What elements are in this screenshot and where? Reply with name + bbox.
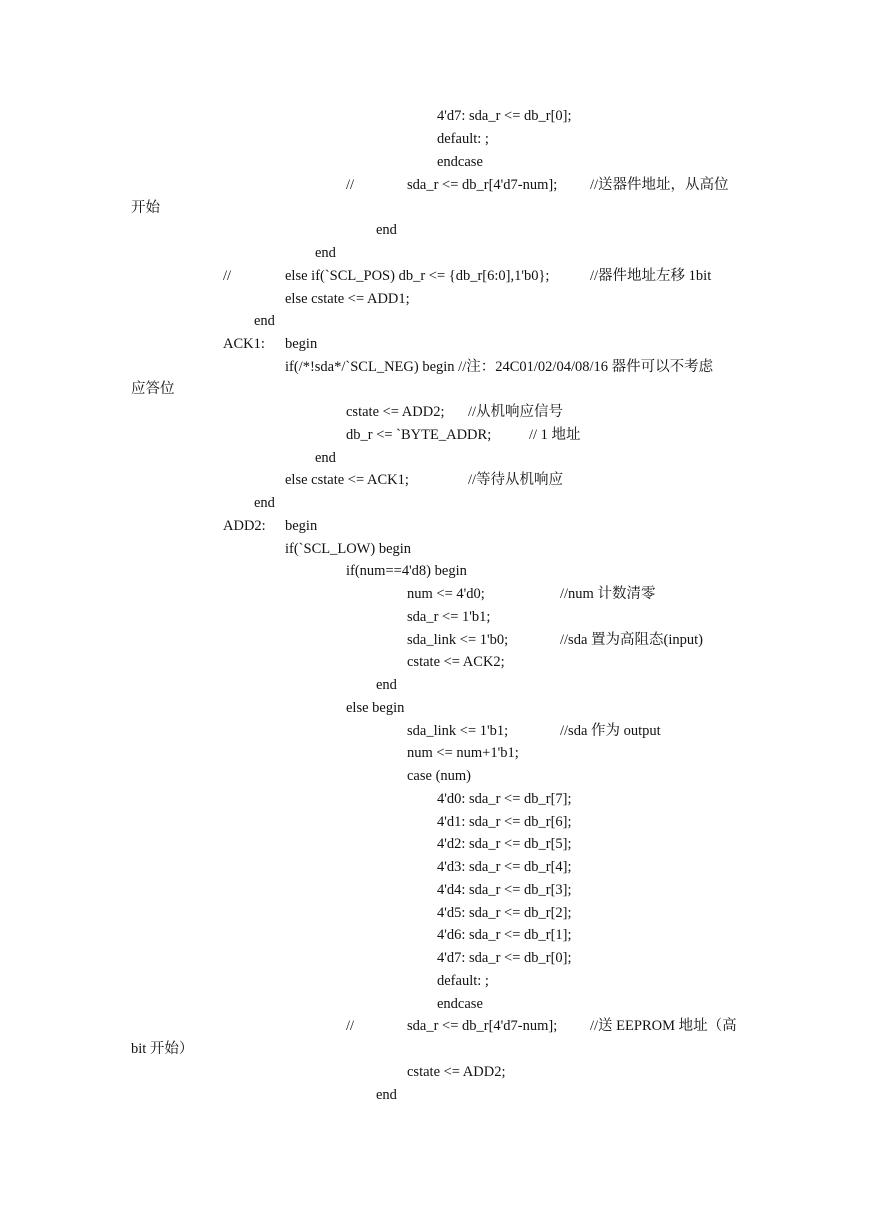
code-line: endcase [437, 154, 483, 170]
code-comment: //器件地址左移 1bit [590, 268, 712, 284]
code-line: db_r <= `BYTE_ADDR; [346, 427, 492, 443]
code-comment: //等待从机响应 [468, 472, 564, 488]
code-comment: //num 计数清零 [560, 586, 656, 602]
code-line: endcase [437, 996, 483, 1012]
code-line: default: ; [437, 973, 489, 989]
code-line: else cstate <= ADD1; [285, 291, 410, 307]
code-label: ADD2: [223, 518, 266, 534]
code-line: end [376, 1087, 397, 1103]
code-line: sda_r <= 1'b1; [407, 609, 491, 625]
code-line: 4'd1: sda_r <= db_r[6]; [437, 814, 572, 830]
code-comment: //sda 作为 output [560, 723, 661, 739]
code-line: end [315, 450, 336, 466]
code-line: 4'd5: sda_r <= db_r[2]; [437, 905, 572, 921]
code-comment: 开始 [131, 200, 160, 216]
code-line: sda_link <= 1'b1; [407, 723, 509, 739]
code-label: ACK1: [223, 336, 265, 352]
code-line: cstate <= ADD2; [407, 1064, 506, 1080]
code-line: sda_link <= 1'b0; [407, 632, 509, 648]
code-line: begin [285, 336, 318, 352]
code-line: else begin [346, 700, 405, 716]
code-comment: //送 EEPROM 地址（高 [590, 1018, 737, 1034]
code-line: end [254, 495, 275, 511]
code-comment: //sda 置为高阻态(input) [560, 632, 703, 648]
code-line: sda_r <= db_r[4'd7-num]; [407, 177, 558, 193]
code-line: 4'd7: sda_r <= db_r[0]; [437, 950, 572, 966]
code-comment: 应答位 [131, 381, 175, 397]
code-line: 4'd2: sda_r <= db_r[5]; [437, 836, 572, 852]
code-line: begin [285, 518, 318, 534]
code-line: 4'd4: sda_r <= db_r[3]; [437, 882, 572, 898]
code-line: end [376, 222, 397, 238]
code-line: num <= num+1'b1; [407, 745, 519, 761]
code-line: end [315, 245, 336, 261]
code-line: 4'd0: sda_r <= db_r[7]; [437, 791, 572, 807]
code-line: num <= 4'd0; [407, 586, 485, 602]
code-line: else cstate <= ACK1; [285, 472, 409, 488]
code-line: else if(`SCL_POS) db_r <= {db_r[6:0],1'b0}; [285, 268, 550, 284]
code-comment: // 1 地址 [529, 427, 581, 443]
code-line: sda_r <= db_r[4'd7-num]; [407, 1018, 558, 1034]
code-line: end [376, 677, 397, 693]
code-line: if(`SCL_LOW) begin [285, 541, 412, 557]
code-comment: // [346, 1018, 355, 1034]
code-line: 4'd7: sda_r <= db_r[0]; [437, 108, 572, 124]
code-comment: //送器件地址，从高位 [590, 177, 729, 193]
code-line: if(num==4'd8) begin [346, 563, 467, 579]
code-line: if(/*!sda*/`SCL_NEG) begin //注：24C01/02/04/08/16 器件可以不考虑 [285, 359, 714, 375]
code-comment: //从机响应信号 [468, 404, 564, 420]
code-comment: // [223, 268, 232, 284]
code-line: end [254, 313, 275, 329]
code-line: cstate <= ADD2; [346, 404, 445, 420]
code-comment: // [346, 177, 355, 193]
code-comment: bit 开始） [131, 1041, 194, 1057]
code-line: case (num) [407, 768, 472, 784]
code-line: 4'd3: sda_r <= db_r[4]; [437, 859, 572, 875]
code-line: cstate <= ACK2; [407, 654, 505, 670]
code-line: 4'd6: sda_r <= db_r[1]; [437, 927, 572, 943]
code-line: default: ; [437, 131, 489, 147]
